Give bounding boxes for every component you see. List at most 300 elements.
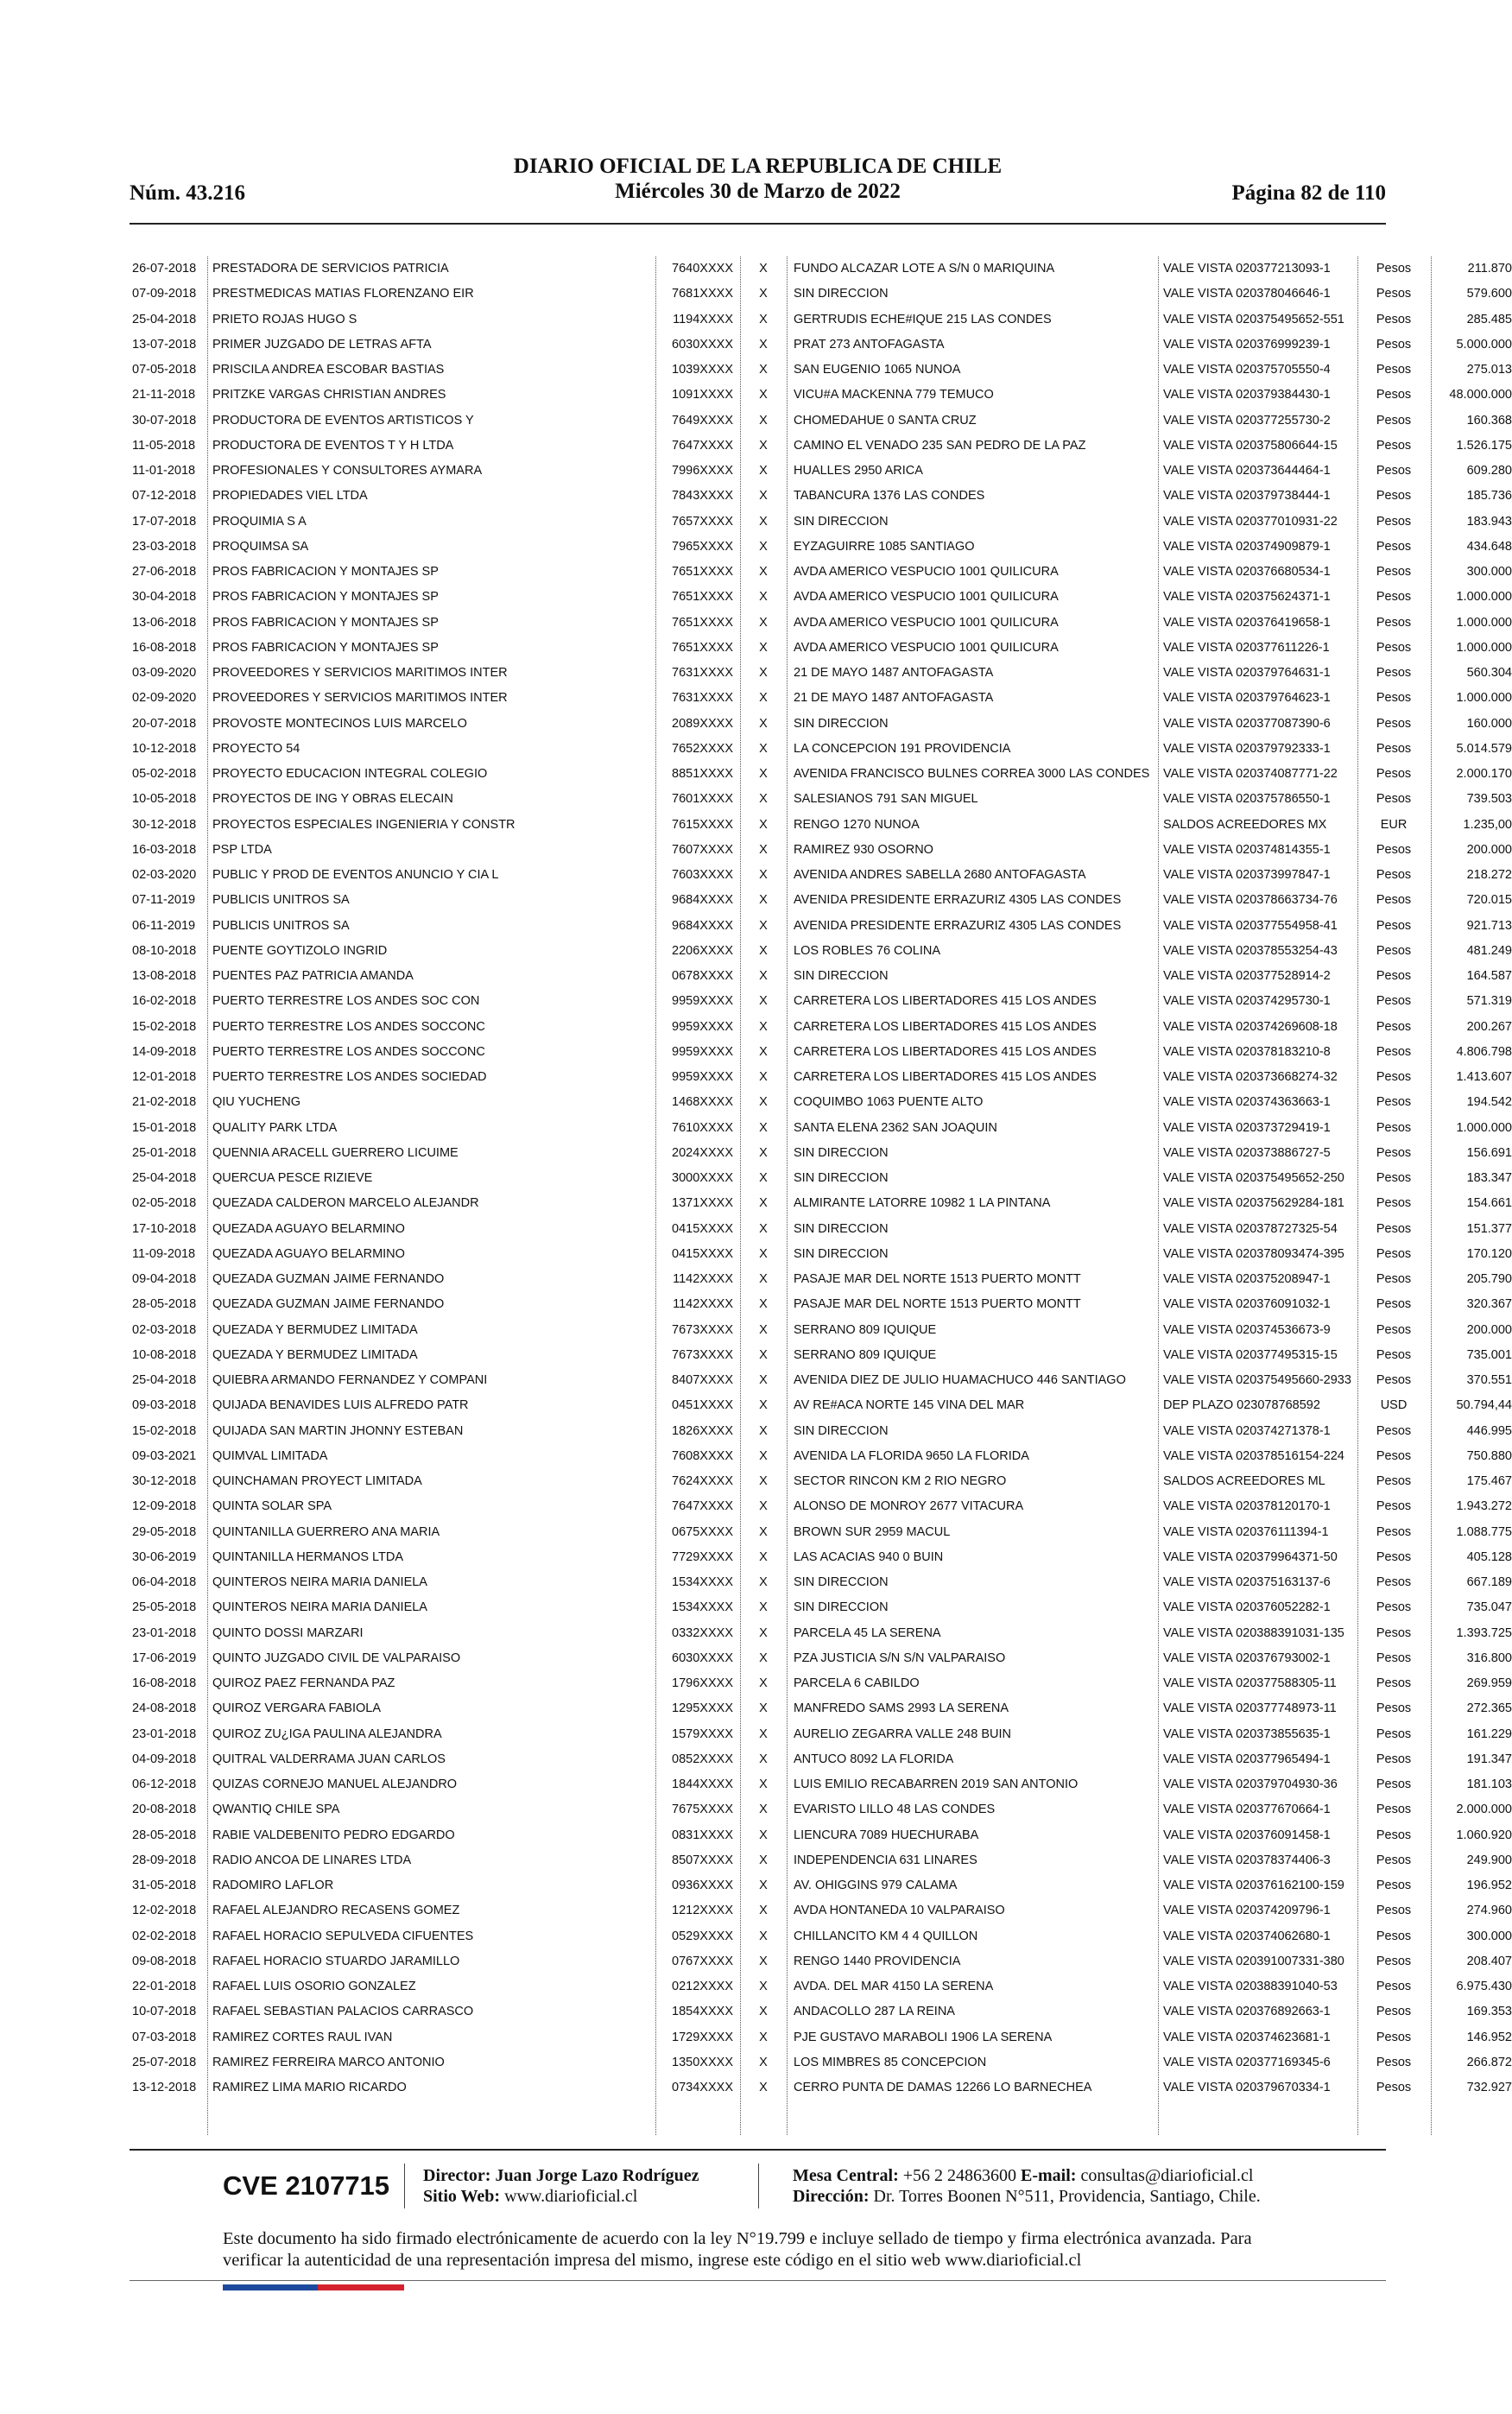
header-divider (130, 223, 1386, 225)
record-amount: 720.015 (1466, 893, 1512, 908)
record-currency: Pesos (1376, 1474, 1412, 1488)
record-date: 25-01-2018 (132, 1145, 197, 1160)
record-rut: 7647XXXX (672, 438, 733, 453)
record-rut: 0852XXXX (672, 1752, 733, 1766)
record-amount: 200.267 (1466, 1019, 1512, 1034)
record-rut: 7608XXXX (672, 1448, 733, 1463)
record-rut: 7607XXXX (672, 842, 733, 857)
record-mark: X (759, 1549, 768, 1564)
record-mark: X (759, 918, 768, 933)
record-currency: Pesos (1376, 868, 1412, 882)
table-row (132, 914, 1512, 939)
record-document: VALE VISTA 020379704930-36 (1163, 1777, 1338, 1791)
record-currency: Pesos (1376, 1221, 1412, 1236)
record-rut: 0451XXXX (672, 1398, 733, 1413)
record-mark: X (759, 337, 768, 352)
record-rut: 7603XXXX (672, 868, 733, 882)
record-currency: Pesos (1376, 1044, 1412, 1059)
table-row (132, 787, 1512, 812)
record-currency: Pesos (1376, 1297, 1412, 1312)
record-date: 04-09-2018 (132, 1752, 197, 1766)
record-address: AVENIDA FRANCISCO BULNES CORREA 3000 LAS CONDES (794, 767, 1150, 781)
record-rut: 1142XXXX (673, 1272, 733, 1286)
record-name: QUIJADA BENAVIDES LUIS ALFREDO PATR (212, 1398, 469, 1413)
record-mark: X (759, 489, 768, 504)
record-date: 25-04-2018 (132, 1171, 197, 1185)
record-currency: Pesos (1376, 2055, 1412, 2069)
record-address: LOS ROBLES 76 COLINA (794, 943, 941, 958)
record-address: INDEPENDENCIA 631 LINARES (794, 1853, 977, 1867)
record-rut: 6030XXXX (672, 337, 733, 352)
record-amount: 1.088.775 (1456, 1524, 1512, 1539)
record-document: VALE VISTA 020378553254-43 (1163, 943, 1338, 958)
record-name: QUINTO JUZGADO CIVIL DE VALPARAISO (212, 1651, 461, 1665)
record-rut: 1729XXXX (672, 2030, 733, 2044)
record-currency: Pesos (1376, 1019, 1412, 1034)
record-address: RENGO 1270 NUNOA (794, 817, 920, 832)
record-date: 09-04-2018 (132, 1272, 197, 1286)
record-name: QUENNIA ARACELL GUERRERO LICUIME (212, 1145, 459, 1160)
record-date: 28-09-2018 (132, 1853, 197, 1867)
record-amount: 208.407 (1466, 1954, 1512, 1968)
record-address: SERRANO 809 IQUIQUE (794, 1347, 937, 1362)
record-name: QUINTO DOSSI MARZARI (212, 1625, 364, 1640)
record-name: QUIZAS CORNEJO MANUEL ALEJANDRO (212, 1777, 458, 1791)
record-amount: 739.503 (1466, 792, 1512, 807)
record-amount: 194.542 (1466, 1095, 1512, 1110)
record-address: SIN DIRECCION (794, 716, 889, 731)
record-address: SECTOR RINCON KM 2 RIO NEGRO (794, 1474, 1007, 1488)
record-currency: USD (1380, 1398, 1408, 1413)
record-amount: 169.353 (1466, 2005, 1512, 2019)
record-document: VALE VISTA 020375495652-250 (1163, 1171, 1344, 1185)
table-row (132, 1141, 1512, 1166)
record-address: 21 DE MAYO 1487 ANTOFAGASTA (794, 691, 994, 706)
record-mark: X (759, 1145, 768, 1160)
record-mark: X (759, 1879, 768, 1892)
record-rut: 9959XXXX (672, 1044, 733, 1059)
record-address: SAN EUGENIO 1065 NUNOA (794, 363, 961, 377)
email-link[interactable]: consultas@diarioficial.cl (1080, 2166, 1254, 2185)
record-mark: X (759, 969, 768, 983)
record-document: VALE VISTA 020374087771-22 (1163, 767, 1338, 781)
record-address: AVENIDA DIEZ DE JULIO HUAMACHUCO 446 SANTIAGO (794, 1373, 1126, 1387)
table-row (132, 1621, 1512, 1646)
record-name: PUERTO TERRESTRE LOS ANDES SOC CON (212, 994, 480, 1009)
record-amount: 571.319 (1466, 994, 1512, 1009)
record-date: 28-05-2018 (132, 1828, 197, 1842)
record-rut: 8507XXXX (672, 1853, 733, 1867)
site-link[interactable]: www.diarioficial.cl (504, 2187, 638, 2206)
table-row (132, 484, 1512, 509)
record-address: GERTRUDIS ECHE#IQUE 215 LAS CONDES (794, 312, 1052, 326)
table-row (132, 1444, 1512, 1469)
record-address: COQUIMBO 1063 PUENTE ALTO (794, 1095, 984, 1110)
record-name: PROVEEDORES Y SERVICIOS MARITIMOS INTER (212, 666, 508, 680)
record-rut: 9959XXXX (672, 1019, 733, 1034)
address-value: Dr. Torres Boonen N°511, Providencia, Santiago, Chile. (873, 2187, 1261, 2206)
record-document: VALE VISTA 020377611226-1 (1163, 640, 1330, 655)
table-row (132, 964, 1512, 989)
record-currency: Pesos (1376, 1171, 1412, 1185)
record-currency: Pesos (1376, 1651, 1412, 1665)
record-rut: 0936XXXX (672, 1879, 733, 1892)
record-currency: Pesos (1376, 691, 1412, 706)
record-name: QUINTANILLA GUERRERO ANA MARIA (212, 1524, 440, 1539)
record-rut: 2206XXXX (672, 943, 733, 958)
issue-number: Núm. 43.216 (130, 181, 246, 205)
record-amount: 300.000 (1466, 1929, 1512, 1943)
record-mark: X (759, 1524, 768, 1539)
record-mark: X (759, 1120, 768, 1135)
record-currency: Pesos (1376, 1373, 1412, 1387)
record-date: 07-12-2018 (132, 489, 197, 504)
record-address: AVENIDA LA FLORIDA 9650 LA FLORIDA (794, 1448, 1029, 1463)
record-mark: X (759, 1246, 768, 1261)
record-address: CARRETERA LOS LIBERTADORES 415 LOS ANDES (794, 994, 1097, 1009)
record-currency: Pesos (1376, 1879, 1412, 1892)
record-document: VALE VISTA 020376091032-1 (1163, 1297, 1331, 1312)
record-rut: 1844XXXX (672, 1777, 733, 1791)
table-row (132, 1696, 1512, 1721)
record-address: PJE GUSTAVO MARABOLI 1906 LA SERENA (794, 2030, 1053, 2044)
footer-separator (758, 2164, 759, 2208)
record-rut: 7673XXXX (672, 1347, 733, 1362)
record-document: VALE VISTA 020377255730-2 (1163, 413, 1331, 428)
record-address: SIN DIRECCION (794, 1171, 889, 1185)
footer-separator (404, 2164, 405, 2208)
record-amount: 1.526.175 (1456, 438, 1512, 453)
record-amount: 4.806.798 (1456, 1044, 1512, 1059)
record-rut: 7651XXXX (672, 565, 733, 579)
table-row (132, 813, 1512, 838)
record-mark: X (759, 1474, 768, 1488)
record-document: VALE VISTA 020375495660-2933 (1163, 1373, 1351, 1387)
record-mark: X (759, 1448, 768, 1463)
record-rut: 7843XXXX (672, 489, 733, 504)
record-date: 25-04-2018 (132, 1373, 197, 1387)
record-rut: 1796XXXX (672, 1676, 733, 1690)
record-name: RAMIREZ FERREIRA MARCO ANTONIO (212, 2055, 445, 2069)
record-document: VALE VISTA 020375495652-551 (1163, 312, 1344, 326)
record-currency: Pesos (1376, 287, 1412, 301)
publication-title: DIARIO OFICIAL DE LA REPUBLICA DE CHILE (513, 155, 1003, 178)
record-rut: 7965XXXX (672, 539, 733, 554)
record-amount: 732.927 (1466, 2081, 1512, 2094)
record-document: VALE VISTA 020375208947-1 (1163, 1272, 1331, 1286)
record-currency: Pesos (1376, 893, 1412, 908)
record-document: VALE VISTA 020375705550-4 (1163, 363, 1331, 377)
record-mark: X (759, 1980, 768, 1993)
record-mark: X (759, 2005, 768, 2019)
record-document: VALE VISTA 020377748973-11 (1163, 1701, 1337, 1716)
record-name: RAMIREZ LIMA MARIO RICARDO (212, 2081, 407, 2094)
record-name: QUEZADA Y BERMUDEZ LIMITADA (212, 1347, 418, 1362)
record-name: PROYECTOS ESPECIALES INGENIERIA Y CONSTR (212, 817, 516, 832)
record-amount: 921.713 (1466, 918, 1512, 933)
record-date: 30-12-2018 (132, 1474, 197, 1488)
record-address: AVDA AMERICO VESPUCIO 1001 QUILICURA (794, 565, 1059, 579)
record-mark: X (759, 691, 768, 706)
masthead (130, 154, 1386, 204)
record-rut: 9684XXXX (672, 893, 733, 908)
table-row (132, 2075, 1512, 2100)
record-name: QUINCHAMAN PROYECT LIMITADA (212, 1474, 422, 1488)
record-document: VALE VISTA 020378727325-54 (1163, 1221, 1338, 1236)
record-amount: 175.467 (1466, 1474, 1512, 1488)
record-document: DEP PLAZO 023078768592 (1163, 1398, 1320, 1413)
record-rut: 1091XXXX (672, 388, 733, 402)
record-currency: Pesos (1376, 1575, 1412, 1589)
record-amount: 750.880 (1466, 1448, 1512, 1463)
record-name: RAFAEL LUIS OSORIO GONZALEZ (212, 1980, 416, 1993)
record-document: VALE VISTA 020379384430-1 (1163, 388, 1331, 402)
record-address: HUALLES 2950 ARICA (794, 464, 923, 478)
record-currency: Pesos (1376, 918, 1412, 933)
record-address: CHILLANCITO KM 4 4 QUILLON (794, 1929, 978, 1943)
table-row (132, 1090, 1512, 1115)
table-row (132, 636, 1512, 661)
record-currency: Pesos (1376, 1701, 1412, 1716)
record-currency: Pesos (1376, 842, 1412, 857)
table-row (132, 737, 1512, 762)
signature-note: Este documento ha sido firmado electrónicamente de acuerdo con la ley N°19.799 e incluye sellado de tiempo y firma electrónica avanzada. Para verificar la autenticidad de una representación impresa del mismo, ingrese este código en el sitio web www.diarioficial.cl (223, 2229, 1252, 2270)
record-rut: 1295XXXX (672, 1701, 733, 1716)
record-rut: 7610XXXX (672, 1120, 733, 1135)
record-mark: X (759, 666, 768, 680)
mesa-label: Mesa Central: (793, 2166, 899, 2185)
record-document: VALE VISTA 020376162100-159 (1163, 1879, 1344, 1892)
record-address: PARCELA 6 CABILDO (794, 1676, 920, 1690)
flag-stripe-blue (223, 2284, 318, 2290)
record-address: TABANCURA 1376 LAS CONDES (794, 489, 985, 504)
record-amount: 5.000.000 (1456, 337, 1512, 352)
record-document: VALE VISTA 020373855635-1 (1163, 1727, 1331, 1741)
record-amount: 2.000.000 (1456, 1803, 1512, 1817)
record-currency: Pesos (1376, 615, 1412, 630)
record-address: LUIS EMILIO RECABARREN 2019 SAN ANTONIO (794, 1777, 1079, 1791)
record-name: RADOMIRO LAFLOR (212, 1879, 334, 1892)
record-mark: X (759, 438, 768, 453)
record-address: CERRO PUNTA DE DAMAS 12266 LO BARNECHEA (794, 2081, 1092, 2094)
record-date: 25-04-2018 (132, 312, 197, 326)
record-currency: Pesos (1376, 438, 1412, 453)
record-name: QUEZADA GUZMAN JAIME FERNANDO (212, 1297, 445, 1312)
table-row (132, 257, 1512, 282)
record-currency: Pesos (1376, 1727, 1412, 1741)
record-amount: 1.000.000 (1456, 640, 1512, 655)
record-name: QUINTEROS NEIRA MARIA DANIELA (212, 1575, 427, 1589)
record-date: 16-08-2018 (132, 1676, 197, 1690)
record-document: VALE VISTA 020376091458-1 (1163, 1828, 1331, 1842)
record-name: QUEZADA AGUAYO BELARMINO (212, 1221, 405, 1236)
record-name: QWANTIQ CHILE SPA (212, 1803, 340, 1817)
record-address: SANTA ELENA 2362 SAN JOAQUIN (794, 1120, 997, 1135)
record-document: VALE VISTA 020379670334-1 (1163, 2081, 1331, 2094)
record-rut: 7615XXXX (672, 817, 733, 832)
record-mark: X (759, 716, 768, 731)
record-date: 02-09-2020 (132, 691, 197, 706)
record-mark: X (759, 1651, 768, 1665)
record-address: AV RE#ACA NORTE 145 VINA DEL MAR (794, 1398, 1025, 1413)
record-mark: X (759, 741, 768, 756)
record-address: LAS ACACIAS 940 0 BUIN (794, 1549, 944, 1564)
record-mark: X (759, 2081, 768, 2094)
record-address: CAMINO EL VENADO 235 SAN PEDRO DE LA PAZ (794, 438, 1086, 453)
record-mark: X (759, 1297, 768, 1312)
table-row (132, 383, 1512, 408)
record-date: 14-09-2018 (132, 1044, 197, 1059)
record-name: RADIO ANCOA DE LINARES LTDA (212, 1853, 412, 1867)
record-mark: X (759, 413, 768, 428)
record-document: VALE VISTA 020373644464-1 (1163, 464, 1331, 478)
record-name: RABIE VALDEBENITO PEDRO EDGARDO (212, 1828, 455, 1842)
record-document: VALE VISTA 020377010931-22 (1163, 514, 1338, 529)
record-name: RAFAEL SEBASTIAN PALACIOS CARRASCO (212, 2005, 474, 2019)
table-row (132, 1393, 1512, 1418)
record-rut: 1468XXXX (672, 1095, 733, 1110)
record-currency: Pesos (1376, 1524, 1412, 1539)
record-date: 10-07-2018 (132, 2005, 197, 2019)
record-date: 24-08-2018 (132, 1701, 197, 1716)
record-mark: X (759, 464, 768, 478)
record-currency: Pesos (1376, 1625, 1412, 1640)
record-address: AVENIDA PRESIDENTE ERRAZURIZ 4305 LAS CONDES (794, 893, 1122, 908)
record-name: PROS FABRICACION Y MONTAJES SP (212, 590, 439, 605)
director-block (423, 2165, 699, 2207)
record-amount: 218.272 (1466, 868, 1512, 882)
record-mark: X (759, 1171, 768, 1185)
record-rut: 0831XXXX (672, 1828, 733, 1842)
record-currency: Pesos (1376, 1803, 1412, 1817)
record-rut: 1350XXXX (672, 2055, 733, 2069)
table-row (132, 611, 1512, 636)
record-name: QUIMVAL LIMITADA (212, 1448, 328, 1463)
record-address: EVARISTO LILLO 48 LAS CONDES (794, 1803, 996, 1817)
record-amount: 48.000.000 (1449, 388, 1512, 402)
record-date: 10-12-2018 (132, 741, 197, 756)
record-address: MANFREDO SAMS 2993 LA SERENA (794, 1701, 1009, 1716)
record-mark: X (759, 1423, 768, 1438)
record-name: PROS FABRICACION Y MONTAJES SP (212, 615, 439, 630)
record-address: SERRANO 809 IQUIQUE (794, 1322, 937, 1337)
record-date: 12-01-2018 (132, 1070, 197, 1084)
record-document: VALE VISTA 020374536673-9 (1163, 1322, 1331, 1337)
record-date: 15-02-2018 (132, 1423, 197, 1438)
record-amount: 370.551 (1466, 1373, 1512, 1387)
record-rut: 0415XXXX (672, 1246, 733, 1261)
record-document: VALE VISTA 020377213093-1 (1163, 262, 1331, 276)
record-mark: X (759, 1196, 768, 1211)
record-rut: 7647XXXX (672, 1499, 733, 1514)
record-name: RAFAEL HORACIO STUARDO JARAMILLO (212, 1954, 460, 1968)
table-row (132, 1848, 1512, 1873)
record-date: 12-02-2018 (132, 1904, 197, 1918)
record-name: PUBLICIS UNITROS SA (212, 893, 350, 908)
record-address: SIN DIRECCION (794, 1221, 889, 1236)
record-amount: 735.047 (1466, 1600, 1512, 1615)
table-row (132, 1999, 1512, 2024)
table-row (132, 1368, 1512, 1393)
record-mark: X (759, 388, 768, 402)
table-row (132, 1823, 1512, 1848)
record-mark: X (759, 1221, 768, 1236)
record-address: 21 DE MAYO 1487 ANTOFAGASTA (794, 666, 994, 680)
record-document: VALE VISTA 020376793002-1 (1163, 1651, 1331, 1665)
record-name: PROYECTO 54 (212, 741, 301, 756)
table-row (132, 939, 1512, 964)
record-mark: X (759, 1499, 768, 1514)
record-mark: X (759, 1929, 768, 1943)
record-document: VALE VISTA 020378663734-76 (1163, 893, 1338, 908)
record-currency: Pesos (1376, 1499, 1412, 1514)
record-amount: 1.000.000 (1456, 590, 1512, 605)
record-rut: 1826XXXX (672, 1423, 733, 1438)
record-currency: Pesos (1376, 1272, 1412, 1286)
record-currency: Pesos (1376, 716, 1412, 731)
record-rut: 9684XXXX (672, 918, 733, 933)
record-date: 31-05-2018 (132, 1879, 197, 1892)
record-amount: 200.000 (1466, 842, 1512, 857)
record-amount: 191.347 (1466, 1752, 1512, 1766)
record-amount: 181.103 (1466, 1777, 1512, 1791)
page-number: Página 82 de 110 (1231, 181, 1386, 205)
record-currency: Pesos (1376, 666, 1412, 680)
record-name: PROVEEDORES Y SERVICIOS MARITIMOS INTER (212, 691, 508, 706)
record-date: 06-04-2018 (132, 1575, 197, 1589)
record-mark: X (759, 615, 768, 630)
record-currency: Pesos (1376, 1196, 1412, 1211)
table-row (132, 459, 1512, 484)
record-amount: 5.014.579 (1456, 741, 1512, 756)
record-date: 15-01-2018 (132, 1120, 197, 1135)
record-currency: Pesos (1376, 1777, 1412, 1791)
record-document: SALDOS ACREEDORES ML (1163, 1474, 1325, 1488)
record-date: 06-12-2018 (132, 1777, 197, 1791)
record-currency: Pesos (1376, 1929, 1412, 1943)
record-amount: 274.960 (1466, 1904, 1512, 1918)
record-rut: 1142XXXX (673, 1297, 733, 1312)
record-address: AVENIDA PRESIDENTE ERRAZURIZ 4305 LAS CONDES (794, 918, 1122, 933)
record-amount: 1.943.272 (1456, 1499, 1512, 1514)
record-address: ANTUCO 8092 LA FLORIDA (794, 1752, 954, 1766)
record-amount: 579.600 (1466, 287, 1512, 301)
record-rut: 7640XXXX (672, 262, 733, 276)
record-document: VALE VISTA 020374269608-18 (1163, 1019, 1338, 1034)
footer-divider (130, 2149, 1386, 2151)
record-rut: 0415XXXX (672, 1221, 733, 1236)
record-name: QUERCUA PESCE RIZIEVE (212, 1171, 373, 1185)
record-address: SIN DIRECCION (794, 1145, 889, 1160)
record-document: VALE VISTA 020375806644-15 (1163, 438, 1338, 453)
record-rut: 1212XXXX (672, 1904, 733, 1918)
record-amount: 211.870 (1467, 262, 1512, 276)
record-document: VALE VISTA 020377087390-6 (1163, 716, 1331, 731)
record-date: 23-01-2018 (132, 1625, 197, 1640)
record-rut: 1194XXXX (673, 312, 733, 326)
record-currency: Pesos (1376, 1676, 1412, 1690)
table-row (132, 1671, 1512, 1696)
record-document: VALE VISTA 020378120170-1 (1163, 1499, 1331, 1514)
record-date: 11-05-2018 (132, 438, 196, 453)
record-date: 15-02-2018 (132, 1019, 197, 1034)
director-name: Juan Jorge Lazo Rodríguez (495, 2166, 699, 2185)
record-mark: X (759, 1070, 768, 1084)
record-currency: Pesos (1376, 337, 1412, 352)
record-mark: X (759, 1828, 768, 1842)
page-header (130, 154, 1386, 214)
record-date: 28-05-2018 (132, 1297, 197, 1312)
